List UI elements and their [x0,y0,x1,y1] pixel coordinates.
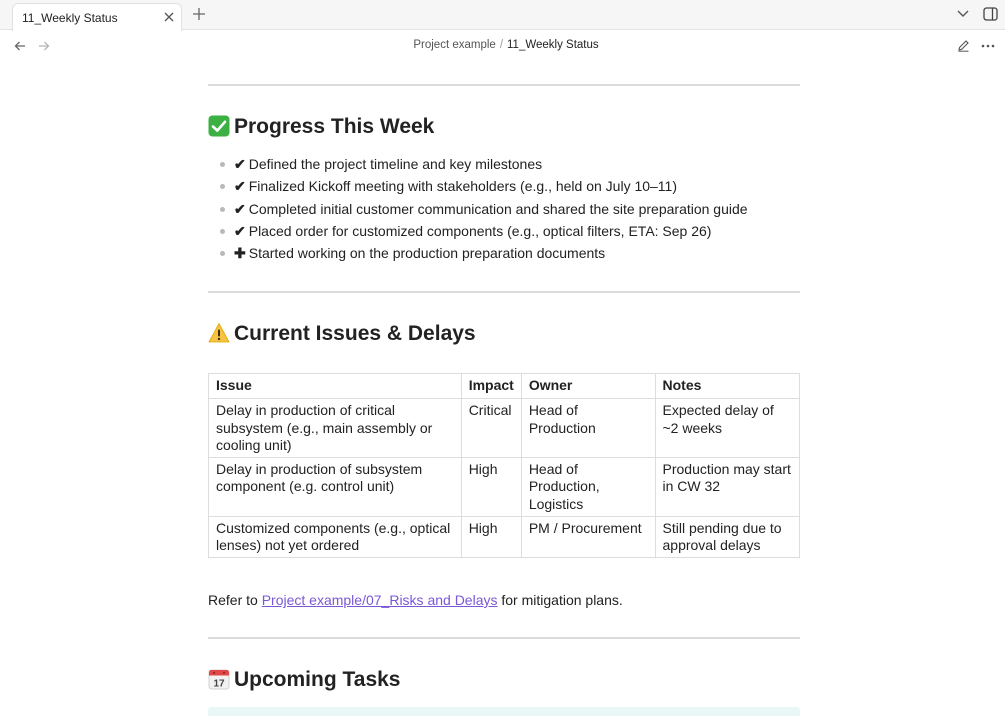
cell-notes: Production may start in CW 32 [655,457,800,516]
bullet-icon [220,207,225,212]
bullet-icon [220,184,225,189]
list-item [208,175,748,197]
more-options-icon[interactable] [981,44,995,48]
cell-impact: Critical [461,399,521,458]
divider [208,291,800,293]
risks-and-delays-link[interactable]: Project example/07_Risks and Delays [261,592,498,608]
heading-upcoming [208,668,400,692]
bullet-icon [220,251,225,256]
list-item-text: Placed order for customized components (e.g., optical filters, ETA: Sep 26) [248,222,712,239]
table-row [209,399,800,458]
cell-impact: High [461,516,521,557]
calendar-day: 17 [213,678,225,690]
plus-icon[interactable] [192,7,206,21]
sidebar-toggle-icon[interactable] [983,7,998,21]
cell-issue: Delay in production of subsystem component (e.g. control unit) [209,457,462,516]
divider [208,84,800,86]
heading-issues [208,322,476,346]
check-icon: ✔ [234,178,246,195]
breadcrumb [0,39,1005,51]
pencil-icon[interactable] [957,39,970,52]
breadcrumb-parent[interactable]: Project example [413,39,496,51]
close-icon[interactable] [162,10,176,24]
cell-impact: High [461,457,521,516]
bullet-icon [220,162,225,167]
heading-progress [208,115,434,139]
table-header-row [209,374,800,399]
check-icon: ✔ [234,156,246,172]
refer-suffix: for mitigation plans. [497,592,623,608]
breadcrumb-separator: / [499,39,504,51]
cell-notes: Still pending due to approval delays [655,516,800,557]
cell-notes: Expected delay of ~2 weeks [655,399,800,458]
tab-bar [0,0,1005,30]
heading-issues-text: Current Issues & Delays [234,322,476,345]
plus-icon: ✚ [234,245,246,262]
heading-progress-text: Progress This Week [234,115,435,138]
list-item-text: Started working on the production preparation documents [248,245,606,262]
table-row [209,457,800,516]
progress-list [208,153,748,264]
cell-owner: Head of Production [521,399,655,458]
list-item [208,220,748,242]
issues-table [208,373,800,558]
column-header-notes: Notes [655,374,800,399]
cell-owner: Head of Production, Logistics [521,457,655,516]
cell-issue: Delay in production of critical subsystem (e.g., main assembly or cooling unit) [209,399,462,458]
cell-owner: PM / Procurement [521,516,655,557]
refer-paragraph [208,592,623,608]
nav-bar [0,31,1005,61]
refer-prefix: Refer to [208,592,262,608]
column-header-owner: Owner [521,374,655,399]
breadcrumb-current[interactable]: 11_Weekly Status [507,39,599,51]
calendar-icon [208,668,230,690]
tab-title: 11_Weekly Status [22,11,118,25]
divider [208,637,800,639]
list-item-text: Finalized Kickoff meeting with stakeholders (e.g., held on July 10–11) [248,178,678,195]
list-item [208,153,748,175]
list-item [208,242,748,264]
column-header-issue: Issue [209,374,462,399]
tab-weekly-status[interactable] [12,3,182,31]
check-icon: ✔ [234,222,246,239]
check-mark-button-icon [208,115,230,137]
chevron-down-icon[interactable] [957,9,969,19]
bullet-icon [220,229,225,234]
heading-upcoming-text: Upcoming Tasks [234,668,401,691]
list-item-text: Defined the project timeline and key milestones [248,156,543,172]
check-icon: ✔ [234,200,246,217]
list-item-text: Completed initial customer communication and shared the site preparation guide [248,200,748,217]
upcoming-callout [208,707,800,716]
warning-icon [208,322,230,344]
list-item [208,198,748,220]
column-header-impact: Impact [461,374,521,399]
table-row [209,516,800,557]
cell-issue: Customized components (e.g., optical lenses) not yet ordered [209,516,462,557]
